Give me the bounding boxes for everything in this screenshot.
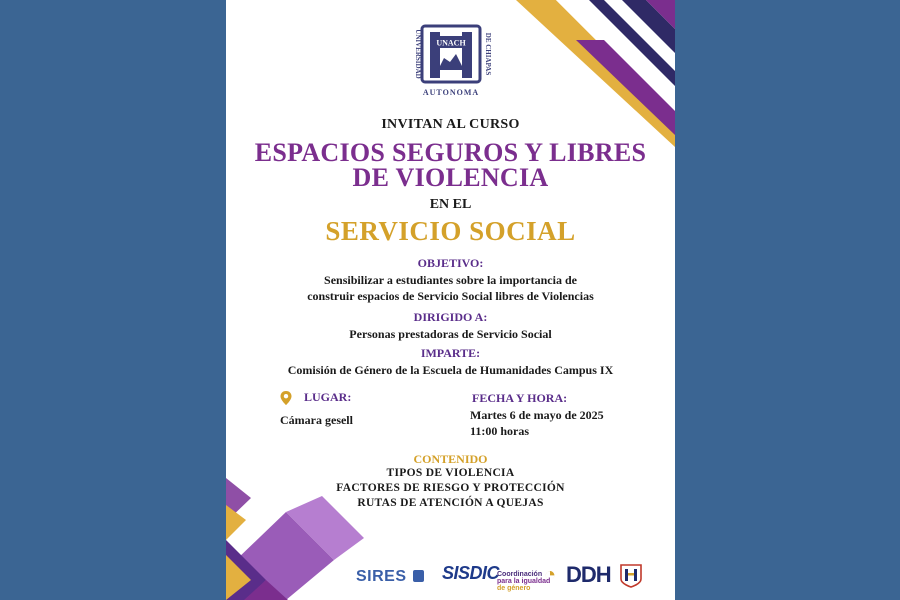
- imparte-value: Comisión de Género de la Escuela de Humanidades Campus IX: [287, 363, 614, 377]
- course-title-line1: ESPACIOS SEGUROS Y LIBRES: [254, 138, 647, 167]
- fecha-time: 11:00 horas: [470, 424, 530, 438]
- objetivo-text: [226, 272, 675, 304]
- logo-left-text: UNIVERSIDAD: [414, 29, 422, 79]
- course-title: [226, 140, 675, 190]
- dirigido-value: Personas prestadoras de Servicio Social: [349, 327, 552, 341]
- course-title-line2: DE VIOLENCIA: [352, 163, 549, 192]
- fecha-label: FECHA Y HORA:: [472, 391, 568, 405]
- location-pin-icon: [279, 390, 293, 406]
- coordinacion-line1: Coordinación: [497, 571, 543, 578]
- dirigido-label: DIRIGIDO A:: [413, 310, 488, 324]
- sisdic-logo: SISDIC: [442, 563, 500, 583]
- contenido-label: CONTENIDO: [413, 452, 488, 466]
- ddh-logo: DDH: [566, 562, 611, 587]
- sires-logo-text: SIRES: [356, 568, 407, 585]
- event-poster: [226, 0, 675, 600]
- logo-bottom-text: AUTONOMA: [422, 88, 480, 97]
- contenido-list: [226, 466, 675, 511]
- logo-right-text: DE CHIAPAS: [484, 32, 492, 76]
- coordinacion-line3: de género: [497, 585, 531, 592]
- sires-shield-icon: [413, 570, 424, 582]
- fecha-date: Martes 6 de mayo de 2025: [470, 408, 604, 422]
- objetivo-line1: Sensibilizar a estudiantes sobre la importancia de: [324, 273, 577, 287]
- unach-logo: [386, 22, 516, 102]
- sires-logo: [356, 568, 424, 586]
- logo-badge: UNACH: [436, 38, 466, 48]
- contenido-item: FACTORES DE RIESGO Y PROTECCIÓN: [336, 482, 565, 494]
- contenido-item: TIPOS DE VIOLENCIA: [386, 467, 515, 479]
- connector-text: EN EL: [429, 197, 472, 212]
- coordinacion-line2: para la igualdad: [497, 578, 551, 585]
- contenido-item: RUTAS DE ATENCIÓN A QUEJAS: [357, 497, 544, 509]
- course-subtitle: SERVICIO SOCIAL: [325, 216, 576, 246]
- objetivo-label: OBJETIVO:: [417, 256, 484, 270]
- imparte-label: IMPARTE:: [420, 346, 481, 360]
- intro-text: INVITAN AL CURSO: [381, 117, 520, 132]
- lugar-label: LUGAR:: [304, 390, 352, 404]
- coordinacion-mark-icon: ◔: [544, 564, 557, 586]
- coordinacion-logo: [497, 571, 550, 592]
- objetivo-line2: construir espacios de Servicio Social libres de Violencias: [307, 289, 594, 303]
- humanidades-shield-icon: [620, 564, 642, 588]
- lugar-value: Cámara gesell: [280, 413, 353, 427]
